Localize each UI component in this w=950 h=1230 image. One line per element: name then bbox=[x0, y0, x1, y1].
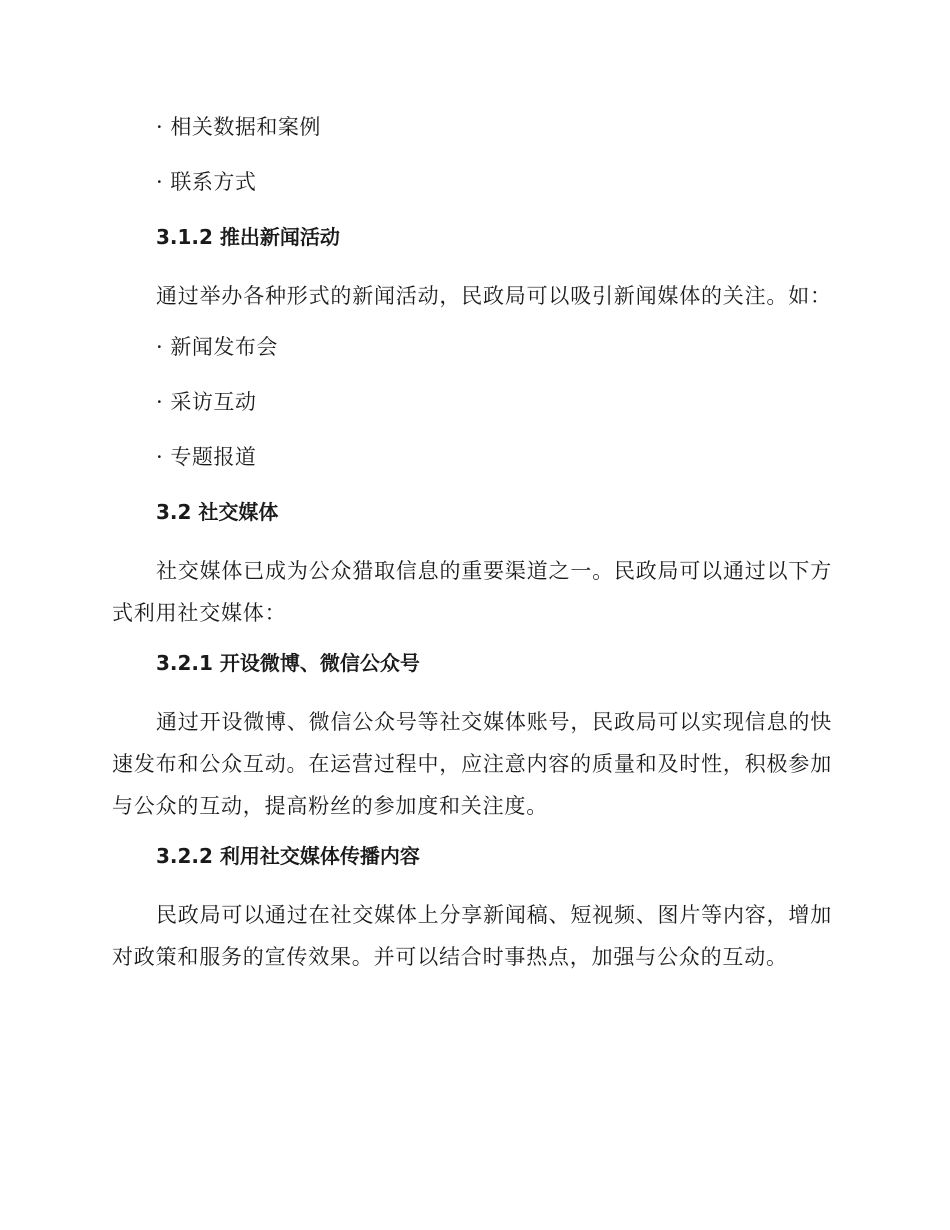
bullet-item: · 采访互动 bbox=[156, 390, 257, 414]
paragraph: 通过开设微博、微信公众号等社交媒体账号，民政局可以实现信息的快速发布和公众互动。在运营过程中，应注意内容的质量和及时性，积极参加与公众的互动，提高粉丝的参加度和关注度。 bbox=[112, 710, 832, 818]
paragraph: 通过举办各种形式的新闻活动，民政局可以吸引新闻媒体的关注。如： bbox=[156, 284, 832, 308]
section-heading: 3.2.2 利用社交媒体传播内容 bbox=[156, 844, 420, 868]
bullet-item: · 专题报道 bbox=[156, 445, 257, 469]
paragraph: 社交媒体已成为公众猎取信息的重要渠道之一。民政局可以通过以下方式利用社交媒体： bbox=[112, 559, 832, 625]
section-heading: 3.2.1 开设微博、微信公众号 bbox=[156, 651, 420, 675]
bullet-item: · 新闻发布会 bbox=[156, 335, 278, 359]
section-heading: 3.2 社交媒体 bbox=[156, 500, 279, 524]
bullet-item: · 联系方式 bbox=[156, 170, 257, 194]
section-heading: 3.1.2 推出新闻活动 bbox=[156, 225, 340, 249]
document-content bbox=[112, 0, 832, 978]
paragraph: 民政局可以通过在社交媒体上分享新闻稿、短视频、图片等内容，增加对政策和服务的宣传效果。并可以结合时事热点，加强与公众的互动。 bbox=[112, 903, 832, 969]
bullet-item: · 相关数据和案例 bbox=[156, 115, 321, 139]
